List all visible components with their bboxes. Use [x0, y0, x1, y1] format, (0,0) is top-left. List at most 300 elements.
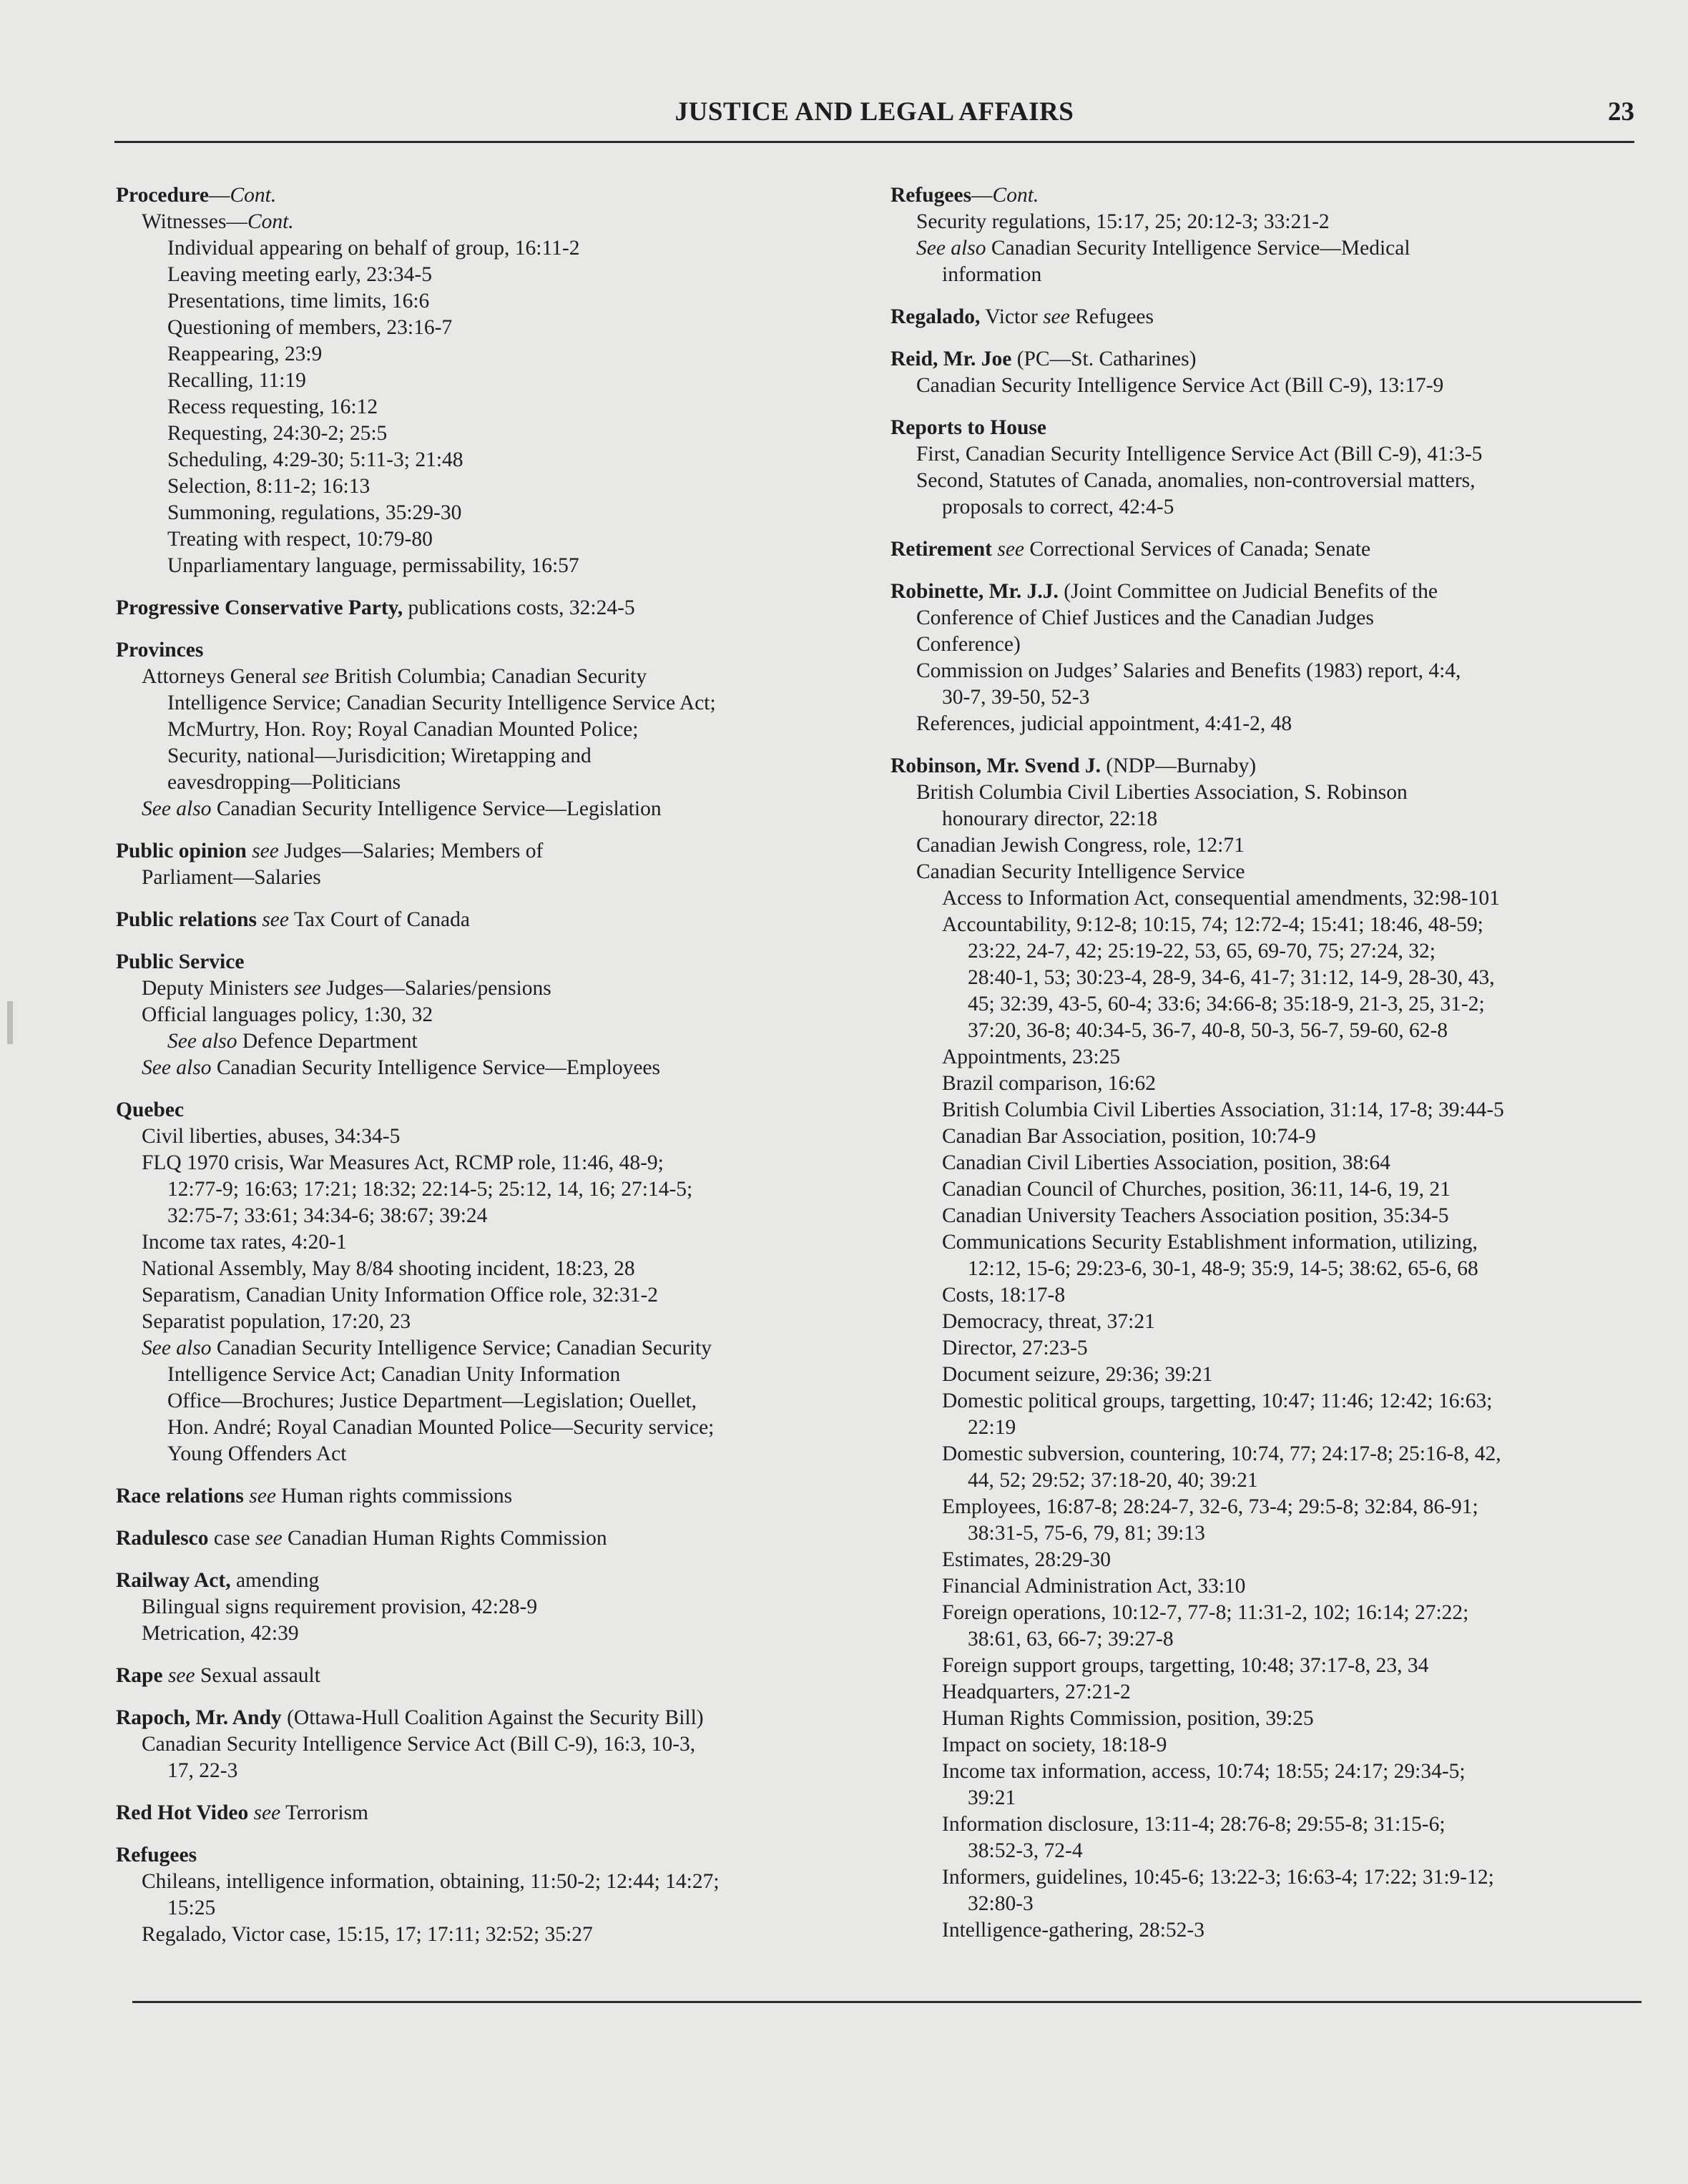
heading-term: Public Service: [116, 950, 245, 973]
entry-text: 37:20, 36-8; 40:34-5, 36-7, 40-8, 50-3, 56-7, 59-60, 62-8: [968, 1019, 1448, 1042]
entry-text: 38:61, 63, 66-7; 39:27-8: [968, 1628, 1174, 1651]
entry-text: —: [971, 184, 993, 207]
entry-text: Informers, guidelines, 10:45-6; 13:22-3; 16:63-4; 17:22; 31:9-12;: [942, 1866, 1494, 1889]
cross-reference-term: Cont.: [992, 184, 1039, 207]
entry-text: FLQ 1970 crisis, War Measures Act, RCMP role, 11:46, 48-9;: [142, 1151, 664, 1174]
entry-heading-line: [116, 1800, 895, 1826]
entry-text: 38:52-3, 72-4: [968, 1839, 1083, 1862]
entry-text: Estimates, 28:29-30: [942, 1548, 1111, 1571]
entry-text: Domestic subversion, countering, 10:74, 77; 24:17-8; 25:16-8, 42,: [942, 1442, 1501, 1465]
subentry-line: [890, 262, 1649, 288]
index-entry: [116, 182, 895, 579]
heading-term: Race relations: [116, 1485, 244, 1507]
running-header: [114, 97, 1634, 143]
heading-term: Procedure: [116, 184, 209, 207]
entry-heading-line: [890, 182, 1649, 209]
subentry-line: [116, 1388, 895, 1415]
subentry-line: [116, 1758, 895, 1784]
entry-text: Recalling, 11:19: [167, 369, 306, 392]
heading-term: Public relations: [116, 908, 257, 931]
subentry-line: [116, 420, 895, 447]
subentry-line: [116, 235, 895, 262]
entry-text: Income tax rates, 4:20-1: [142, 1231, 347, 1254]
entry-text: Document seizure, 29:36; 39:21: [942, 1363, 1213, 1386]
entry-text: Security, national—Jurisdicition; Wiretapping and: [167, 744, 592, 767]
entry-text: Sexual assault: [195, 1664, 320, 1687]
subentry-line: [116, 1620, 895, 1647]
entry-text: Brazil comparison, 16:62: [942, 1072, 1157, 1095]
entry-text: Human Rights Commission, position, 39:25: [942, 1707, 1314, 1730]
subentry-line: [116, 262, 895, 288]
subentry-line: [116, 315, 895, 341]
subentry-line: [116, 1594, 895, 1620]
cross-reference-term: see: [253, 1801, 281, 1824]
subentry-line: [890, 1547, 1649, 1573]
entry-text: case: [208, 1527, 255, 1550]
subentry-line: [116, 447, 895, 473]
entry-text: Financial Administration Act, 33:10: [942, 1575, 1246, 1598]
entry-heading-line: [890, 753, 1649, 779]
entry-text: eavesdropping—Politicians: [167, 771, 401, 794]
entry-text: References, judicial appointment, 4:41-2, 48: [916, 712, 1292, 735]
binding-mark: [7, 1001, 13, 1044]
cross-reference-term: see: [262, 908, 289, 931]
entry-heading-line: [116, 1663, 895, 1689]
subentry-line: [890, 1467, 1649, 1494]
heading-term: Rapoch, Mr. Andy: [116, 1706, 282, 1729]
subentry-line: [116, 1282, 895, 1309]
subentry-line: [116, 1922, 895, 1948]
index-entry: [890, 346, 1649, 399]
subentry-line: [116, 1002, 895, 1028]
entry-text: Victor: [980, 305, 1044, 328]
entry-text: McMurtry, Hon. Roy; Royal Canadian Mounted Police;: [167, 718, 639, 741]
heading-term: Quebec: [116, 1098, 185, 1121]
entry-text: Democracy, threat, 37:21: [942, 1310, 1155, 1333]
heading-term: Public opinion: [116, 840, 247, 862]
entry-text: Canadian Bar Association, position, 10:74-9: [942, 1125, 1316, 1148]
subentry-line: [116, 664, 895, 690]
index-entry: [116, 595, 895, 621]
entry-heading-line: [116, 1097, 895, 1123]
entry-heading-line: [116, 1705, 895, 1731]
subentry-line: [890, 1653, 1649, 1679]
subentry-line: [116, 1203, 895, 1229]
entry-text: Young Offenders Act: [167, 1442, 347, 1465]
index-entry: [116, 949, 895, 1081]
subentry-line: [890, 1415, 1649, 1441]
subentry-line: [890, 1150, 1649, 1176]
cross-reference-term: See also: [142, 1337, 212, 1359]
cross-reference-term: see: [302, 665, 330, 688]
subentry-line: [890, 1176, 1649, 1203]
heading-term: Reid, Mr. Joe: [890, 348, 1012, 370]
entry-text: Information disclosure, 13:11-4; 28:76-8; 29:55-8; 31:15-6;: [942, 1813, 1446, 1836]
entry-text: Canadian Security Intelligence Service: [916, 860, 1245, 883]
entry-text: (Ottawa-Hull Coalition Against the Security Bill): [281, 1706, 704, 1729]
subentry-line: [890, 1891, 1649, 1917]
entry-text: Intelligence Service Act; Canadian Unity Information: [167, 1363, 621, 1386]
entry-text: Official languages policy, 1:30, 32: [142, 1003, 433, 1026]
subentry-line: [890, 1573, 1649, 1600]
entry-text: Correctional Services of Canada; Senate: [1024, 538, 1371, 561]
heading-term: Robinson, Mr. Svend J.: [890, 754, 1101, 777]
cross-reference-term: see: [294, 977, 321, 1000]
subentry-line: [116, 473, 895, 500]
index-entry: [890, 182, 1649, 288]
subentry-line: [116, 1335, 895, 1362]
subentry-line: [890, 806, 1649, 832]
cross-reference-term: Cont.: [230, 184, 277, 207]
entry-text: 32:75-7; 33:61; 34:34-6; 38:67; 39:24: [167, 1204, 488, 1227]
entry-text: Regalado, Victor case, 15:15, 17; 17:11; 32:52; 35:27: [142, 1923, 593, 1946]
page-number: 23: [1608, 97, 1634, 127]
subentry-line: [890, 1071, 1649, 1097]
subentry-line: [116, 769, 895, 796]
entry-text: Questioning of members, 23:16-7: [167, 316, 453, 339]
subentry-line: [890, 1494, 1649, 1520]
subentry-line: [890, 859, 1649, 885]
subentry-line: [116, 341, 895, 368]
entry-text: British Columbia Civil Liberties Association, 31:14, 17-8; 39:44-5: [942, 1098, 1504, 1121]
subentry-line: [890, 991, 1649, 1018]
subentry-line: [890, 1520, 1649, 1547]
entry-text: Canadian Civil Liberties Association, position, 38:64: [942, 1151, 1390, 1174]
index-entry: [890, 753, 1649, 1944]
heading-term: Refugees: [890, 184, 972, 207]
entry-text: Treating with respect, 10:79-80: [167, 528, 433, 551]
entry-text: Security regulations, 15:17, 25; 20:12-3; 33:21-2: [916, 210, 1330, 233]
index-column-left: [116, 182, 895, 1964]
cross-reference-term: see: [997, 538, 1025, 561]
entry-text: Hon. André; Royal Canadian Mounted Police—Security service;: [167, 1416, 715, 1439]
entry-text: Reappearing, 23:9: [167, 343, 323, 365]
subentry-line: [890, 684, 1649, 711]
entry-text: publications costs, 32:24-5: [403, 596, 635, 619]
footer-rule: [132, 2001, 1642, 2003]
subentry-line: [116, 209, 895, 235]
subentry-line: [116, 526, 895, 553]
subentry-line: [116, 394, 895, 420]
entry-text: Access to Information Act, consequential amendments, 32:98-101: [942, 887, 1500, 910]
entry-heading-line: [116, 637, 895, 664]
subentry-line: [890, 441, 1649, 468]
entry-text: Terrorism: [280, 1801, 368, 1824]
subentry-line: [116, 1441, 895, 1467]
subentry-line: [890, 1838, 1649, 1864]
entry-text: 12:77-9; 16:63; 17:21; 18:32; 22:14-5; 25:12, 14, 16; 27:14-5;: [167, 1178, 693, 1201]
cross-reference-term: see: [252, 840, 279, 862]
subentry-line: [116, 1055, 895, 1081]
entry-heading-line: [116, 595, 895, 621]
index-entry: [116, 637, 895, 822]
entry-text: Director, 27:23-5: [942, 1337, 1088, 1359]
entry-text: 22:19: [968, 1416, 1016, 1439]
subentry-line: [890, 1706, 1649, 1732]
subentry-line: [890, 1097, 1649, 1123]
subentry-line: [890, 912, 1649, 938]
entry-text: Witnesses—: [142, 210, 247, 233]
entry-text: Accountability, 9:12-8; 10:15, 74; 12:72-4; 15:41; 18:46, 48-59;: [942, 913, 1483, 936]
subentry-line: [890, 1758, 1649, 1785]
subentry-line: [116, 1150, 895, 1176]
cross-reference-term: Cont.: [247, 210, 294, 233]
entry-text: Separatist population, 17:20, 23: [142, 1310, 411, 1333]
entry-text: 15:25: [167, 1897, 216, 1919]
heading-term: Railway Act,: [116, 1569, 231, 1592]
cross-reference-term: see: [1043, 305, 1070, 328]
entry-text: Canadian Security Intelligence Service—Legislation: [211, 797, 662, 820]
entry-text: Leaving meeting early, 23:34-5: [167, 263, 432, 286]
entry-text: British Columbia; Canadian Security: [329, 665, 647, 688]
subentry-line: [890, 1229, 1649, 1256]
subentry-line: [890, 1309, 1649, 1335]
entry-text: Commission on Judges’ Salaries and Benefits (1983) report, 4:4,: [916, 659, 1461, 682]
index-entry: [116, 907, 895, 933]
cross-reference-term: see: [167, 1664, 195, 1687]
entry-heading-line: [116, 1525, 895, 1552]
entry-text: honourary director, 22:18: [942, 807, 1158, 830]
entry-text: Canadian Security Intelligence Service; Canadian Security: [211, 1337, 712, 1359]
entry-text: Judges—Salaries/pensions: [320, 977, 551, 1000]
heading-term: Refugees: [116, 1844, 197, 1866]
subentry-line: [890, 1123, 1649, 1150]
entry-text: 32:80-3: [968, 1892, 1034, 1915]
heading-term: Red Hot Video: [116, 1801, 249, 1824]
entry-heading-line: [116, 949, 895, 975]
entry-heading-line: [890, 346, 1649, 373]
entry-text: Chileans, intelligence information, obtaining, 11:50-2; 12:44; 14:27;: [142, 1870, 720, 1893]
subentry-line: [116, 1256, 895, 1282]
entry-text: 39:21: [968, 1786, 1016, 1809]
entry-text: Foreign operations, 10:12-7, 77-8; 11:31-2, 102; 16:14; 27:22;: [942, 1601, 1469, 1624]
entry-text: Bilingual signs requirement provision, 42:28-9: [142, 1595, 538, 1618]
subentry-line: [116, 690, 895, 717]
entry-text: Canadian Human Rights Commission: [282, 1527, 607, 1550]
entry-text: British Columbia Civil Liberties Association, S. Robinson: [916, 781, 1408, 804]
subentry-line: [116, 1176, 895, 1203]
entry-text: 30-7, 39-50, 52-3: [942, 686, 1090, 709]
entry-text: Human rights commissions: [275, 1485, 513, 1507]
subentry-line: [116, 500, 895, 526]
entry-heading-line: [116, 1842, 895, 1869]
subentry-line: [116, 1731, 895, 1758]
subentry-line: [890, 658, 1649, 684]
heading-term: Progressive Conservative Party,: [116, 596, 403, 619]
subentry-line: [890, 779, 1649, 806]
subentry-line: [890, 1018, 1649, 1044]
entry-text: 28:40-1, 53; 30:23-4, 28-9, 34-6, 41-7; 31:12, 14-9, 28-30, 43,: [968, 966, 1495, 989]
heading-term: Provinces: [116, 639, 204, 661]
entry-text: 44, 52; 29:52; 37:18-20, 40; 39:21: [968, 1469, 1258, 1492]
entry-text: Foreign support groups, targetting, 10:48; 37:17-8, 23, 34: [942, 1654, 1429, 1677]
subentry-line: [116, 1895, 895, 1922]
subentry-line: [890, 373, 1649, 399]
index-entry: [116, 1568, 895, 1647]
entry-text: (PC—St. Catharines): [1011, 348, 1197, 370]
entry-text: information: [942, 263, 1042, 286]
entry-text: Conference of Chief Justices and the Canadian Judges: [916, 606, 1374, 629]
subentry-line: [116, 368, 895, 394]
entry-text: Canadian University Teachers Association position, 35:34-5: [942, 1204, 1449, 1227]
cross-reference-term: See also: [916, 237, 986, 260]
entry-text: Conference): [916, 633, 1021, 656]
entry-heading-line: [116, 1568, 895, 1594]
subentry-line: [890, 885, 1649, 912]
entry-text: Unparliamentary language, permissability, 16:57: [167, 554, 579, 577]
heading-term: Rape: [116, 1664, 163, 1687]
entry-text: 23:22, 24-7, 42; 25:19-22, 53, 65, 69-70, 75; 27:24, 32;: [968, 940, 1436, 963]
entry-text: Attorneys General: [142, 665, 303, 688]
index-entry: [116, 1663, 895, 1689]
entry-text: Separatism, Canadian Unity Information Office role, 32:31-2: [142, 1284, 659, 1307]
index-entry: [116, 1800, 895, 1826]
entry-heading-line: [890, 579, 1649, 605]
subentry-line: [890, 235, 1649, 262]
subentry-line: [890, 965, 1649, 991]
index-entry: [890, 415, 1649, 521]
subentry-line: [890, 1626, 1649, 1653]
entry-heading-line: [890, 536, 1649, 563]
index-entry: [116, 1483, 895, 1510]
subentry-line: [116, 1362, 895, 1388]
entry-text: 45; 32:39, 43-5, 60-4; 33:6; 34:66-8; 35:18-9, 21-3, 25, 31-2;: [968, 993, 1485, 1015]
cross-reference-term: See also: [142, 1056, 212, 1079]
subentry-line: [116, 717, 895, 743]
entry-heading-line: [116, 838, 895, 865]
entry-heading-line: [890, 415, 1649, 441]
subentry-line: [890, 1441, 1649, 1467]
index-entry: [116, 1097, 895, 1467]
entry-text: Impact on society, 18:18-9: [942, 1733, 1167, 1756]
subentry-line: [116, 553, 895, 579]
cross-reference-term: See also: [142, 797, 212, 820]
subentry-line: [116, 975, 895, 1002]
entry-text: Canadian Council of Churches, position, 36:11, 14-6, 19, 21: [942, 1178, 1451, 1201]
entry-text: Requesting, 24:30-2; 25:5: [167, 422, 388, 445]
entry-text: Scheduling, 4:29-30; 5:11-3; 21:48: [167, 448, 463, 471]
entry-text: Judges—Salaries; Members of: [278, 840, 544, 862]
entry-text: (NDP—Burnaby): [1101, 754, 1257, 777]
entry-text: Canadian Security Intelligence Service Act (Bill C-9), 16:3, 10-3,: [142, 1733, 696, 1756]
subentry-line: [890, 1732, 1649, 1758]
entry-text: Office—Brochures; Justice Department—Legislation; Ouellet,: [167, 1389, 697, 1412]
cross-reference-term: See also: [167, 1030, 237, 1053]
subentry-line: [890, 1917, 1649, 1944]
index-entry: [116, 1842, 895, 1948]
entry-text: Tax Court of Canada: [289, 908, 470, 931]
subentry-line: [890, 605, 1649, 631]
entry-text: Refugees: [1069, 305, 1154, 328]
entry-text: First, Canadian Security Intelligence Service Act (Bill C-9), 41:3-5: [916, 443, 1483, 466]
cross-reference-term: see: [255, 1527, 283, 1550]
entry-text: Recess requesting, 16:12: [167, 395, 378, 418]
entry-text: Canadian Security Intelligence Service—Medical: [986, 237, 1410, 260]
subentry-line: [890, 1362, 1649, 1388]
subentry-line: [116, 865, 895, 891]
heading-term: Robinette, Mr. J.J.: [890, 580, 1059, 603]
entry-text: Civil liberties, abuses, 34:34-5: [142, 1125, 401, 1148]
entry-text: 17, 22-3: [167, 1759, 238, 1782]
subentry-line: [116, 1123, 895, 1150]
subentry-line: [890, 1282, 1649, 1309]
entry-text: National Assembly, May 8/84 shooting incident, 18:23, 28: [142, 1257, 635, 1280]
entry-text: Deputy Ministers: [142, 977, 295, 1000]
entry-text: 12:12, 15-6; 29:23-6, 30-1, 48-9; 35:9, 14-5; 38:62, 65-6, 68: [968, 1257, 1478, 1280]
entry-heading-line: [116, 907, 895, 933]
entry-heading-line: [116, 1483, 895, 1510]
entry-text: [163, 1664, 168, 1687]
heading-term: Retirement: [890, 538, 992, 561]
entry-heading-line: [116, 182, 895, 209]
index-entry: [116, 838, 895, 891]
subentry-line: [116, 1229, 895, 1256]
subentry-line: [116, 1309, 895, 1335]
subentry-line: [116, 288, 895, 315]
entry-text: Appointments, 23:25: [942, 1046, 1121, 1068]
heading-term: Regalado,: [890, 305, 981, 328]
subentry-line: [890, 209, 1649, 235]
index-entry: [890, 304, 1649, 330]
entry-text: —: [208, 184, 230, 207]
entry-text: 38:31-5, 75-6, 79, 81; 39:13: [968, 1522, 1205, 1545]
entry-text: Parliament—Salaries: [142, 866, 321, 889]
cross-reference-term: see: [249, 1485, 276, 1507]
subentry-line: [890, 1600, 1649, 1626]
subentry-line: [890, 938, 1649, 965]
entry-heading-line: [890, 304, 1649, 330]
index-column-right: [890, 182, 1649, 1959]
entry-text: Income tax information, access, 10:74; 18:55; 24:17; 29:34-5;: [942, 1760, 1466, 1783]
subentry-line: [890, 1864, 1649, 1891]
subentry-line: [890, 1785, 1649, 1811]
subentry-line: [890, 1335, 1649, 1362]
index-entry: [890, 536, 1649, 563]
entry-text: Presentations, time limits, 16:6: [167, 290, 430, 313]
index-entry: [890, 579, 1649, 737]
entry-text: Costs, 18:17-8: [942, 1284, 1066, 1307]
entry-text: Canadian Jewish Congress, role, 12:71: [916, 834, 1245, 857]
entry-text: [248, 1801, 253, 1824]
subentry-line: [890, 1044, 1649, 1071]
subentry-line: [116, 796, 895, 822]
entry-text: (Joint Committee on Judicial Benefits of the: [1058, 580, 1438, 603]
entry-text: Canadian Security Intelligence Service—Employees: [211, 1056, 660, 1079]
heading-term: Reports to House: [890, 416, 1046, 439]
entry-text: Communications Security Establishment information, utilizing,: [942, 1231, 1478, 1254]
subentry-line: [890, 468, 1649, 494]
entry-text: Canadian Security Intelligence Service Act (Bill C-9), 13:17-9: [916, 374, 1444, 397]
subentry-line: [890, 711, 1649, 737]
subentry-line: [116, 743, 895, 769]
entry-text: Second, Statutes of Canada, anomalies, non-controversial matters,: [916, 469, 1476, 492]
subentry-line: [890, 494, 1649, 521]
entry-text: Summoning, regulations, 35:29-30: [167, 501, 462, 524]
subentry-line: [116, 1415, 895, 1441]
entry-text: Intelligence-gathering, 28:52-3: [942, 1919, 1204, 1942]
subentry-line: [890, 631, 1649, 658]
subentry-line: [890, 1203, 1649, 1229]
entry-text: Headquarters, 27:21-2: [942, 1681, 1131, 1703]
page-title: JUSTICE AND LEGAL AFFAIRS: [674, 97, 1074, 127]
subentry-line: [890, 1679, 1649, 1706]
entry-text: Employees, 16:87-8; 28:24-7, 32-6, 73-4; 29:5-8; 32:84, 86-91;: [942, 1495, 1478, 1518]
entry-text: Selection, 8:11-2; 16:13: [167, 475, 371, 498]
subentry-line: [116, 1028, 895, 1055]
entry-text: proposals to correct, 42:4-5: [942, 496, 1174, 518]
subentry-line: [890, 1388, 1649, 1415]
index-entry: [116, 1525, 895, 1552]
